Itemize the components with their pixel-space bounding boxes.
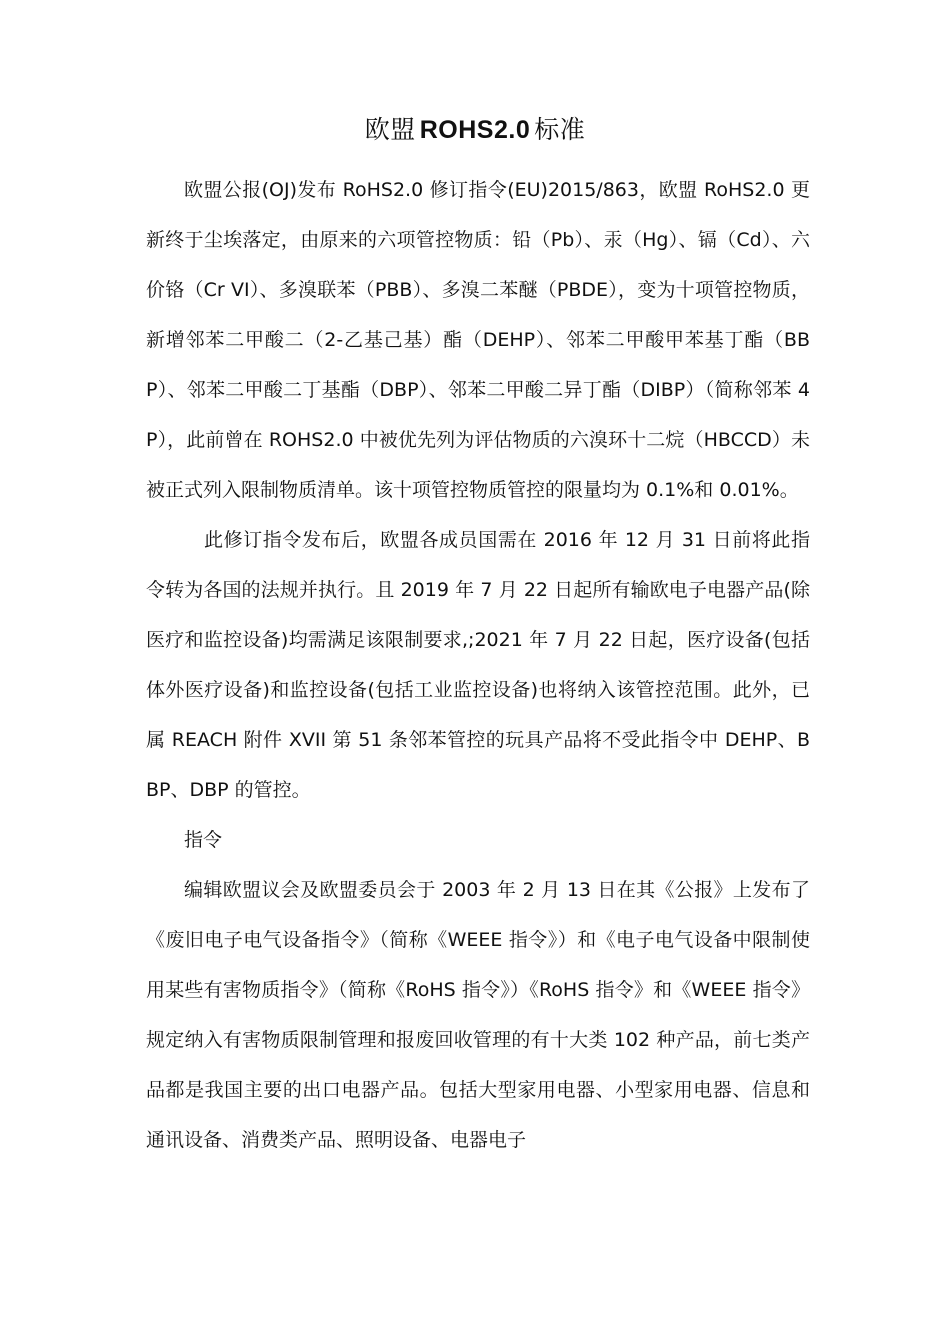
title-prefix: 欧盟 [364, 115, 416, 144]
paragraph-implementation: 此修订指令发布后，欧盟各成员国需在 2016 年 12 月 31 日前将此指令转为各国的法规并执行。且 2019 年 7 月 22 日起所有输欧电子电器产品(除医疗和监控设备)均需满足该限制要求,;2021 年 7 月 22 日起，医疗设备(包括体外医疗设备)和监控设备(包括工业监控设备)也将纳入该管控范围。此外，已属 REACH 附件 XVII 第 51 条邻苯管控的玩具产品将不受此指令中 DEHP、BBP、DBP 的管控。 [146, 529, 810, 801]
paragraph-rohs-update: 欧盟公报(OJ)发布 RoHS2.0 修订指令(EU)2015/863，欧盟 RoHS2.0 更新终于尘埃落定，由原来的六项管控物质：铅（Pb）、汞（Hg）、镉（Cd）、六价铬（Cr VI）、多溴联苯（PBB）、多溴二苯醚（PBDE），变为十项管控物质，新增邻苯二甲酸二（2-乙基己基）酯（DEHP）、邻苯二甲酸甲苯基丁酯（BBP）、邻苯二甲酸二丁基酯（DBP）、邻苯二甲酸二异丁酯（DIBP）（简称邻苯 4P），此前曾在 ROHS2.0 中被优先列为评估物质的六溴环十二烷（HBCCD）未被正式列入限制物质清单。该十项管控物质管控的限量均为 0.1%和 0.01%。 [146, 179, 810, 501]
title-suffix: 标准 [534, 115, 586, 144]
document-title [0, 110, 950, 150]
section-heading: 指令 [184, 829, 223, 851]
document-body [146, 165, 810, 1165]
paragraph-directive: 编辑欧盟议会及欧盟委员会于 2003 年 2 月 13 日在其《公报》上发布了《废旧电子电气设备指令》（简称《WEEE 指令》）和《电子电气设备中限制使用某些有害物质指令》（简称《RoHS 指令》）《RoHS 指令》和《WEEE 指令》规定纳入有害物质限制管理和报废回收管理的有十大类 102 种产品，前七类产品都是我国主要的出口电器产品。包括大型家用电器、小型家用电器、信息和通讯设备、消费类产品、照明设备、电器电子 [146, 879, 810, 1151]
title-bold: ROHS2.0 [419, 116, 531, 144]
